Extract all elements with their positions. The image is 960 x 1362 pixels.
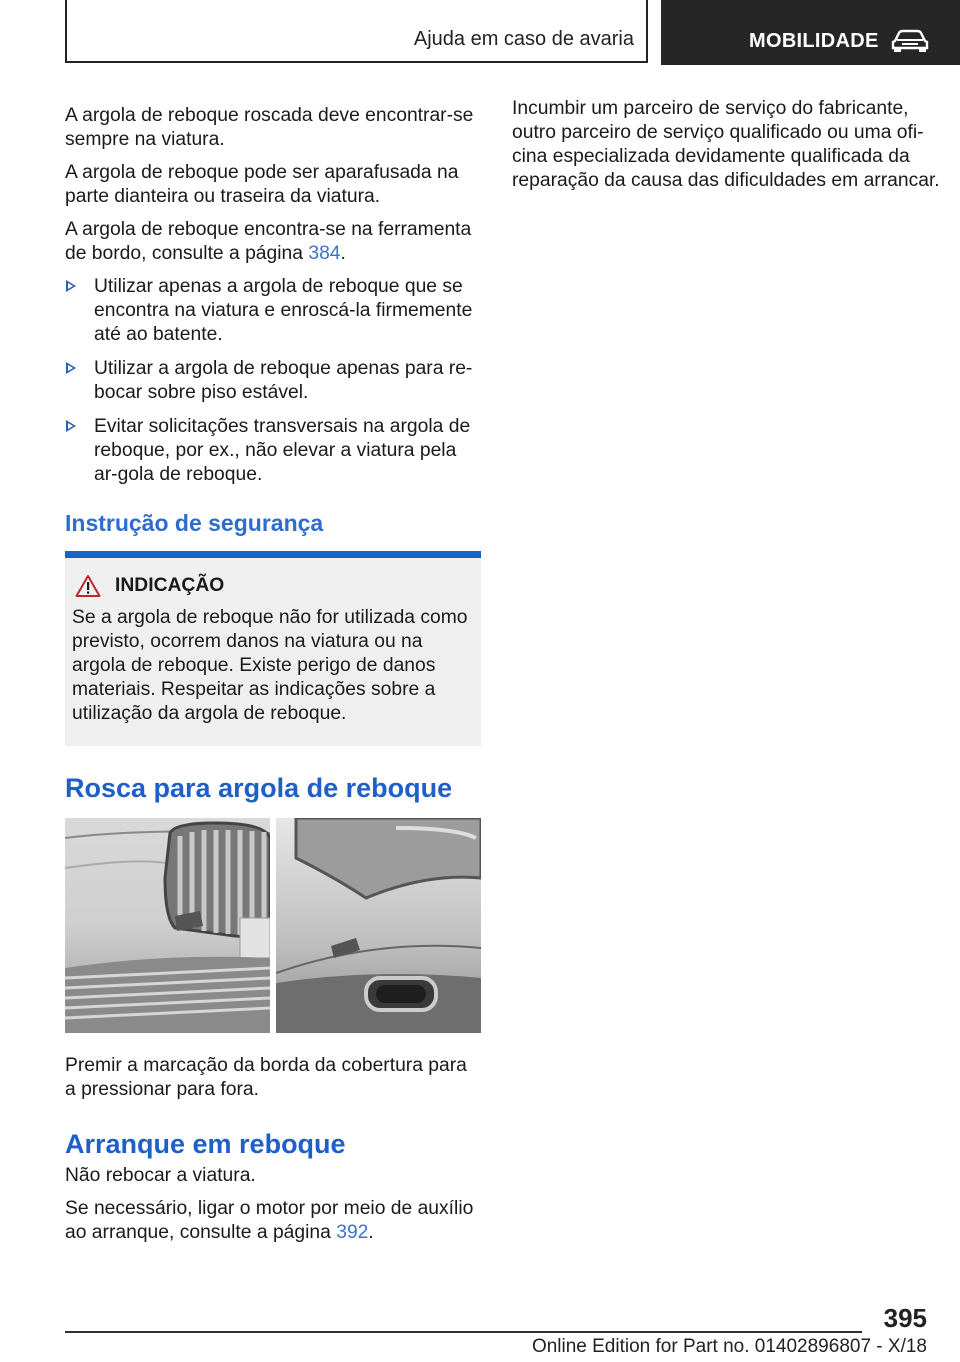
step-text: Utilizar a argola de reboque apenas para re-bocar sobre piso estável. xyxy=(94,358,473,403)
list-item xyxy=(65,415,481,487)
arrow-bullet-icon xyxy=(66,362,76,374)
tow-start-text: Não rebocar a viatura. xyxy=(65,1165,256,1186)
location-end: . xyxy=(340,243,346,264)
notice-box xyxy=(65,551,481,746)
intro-paragraph-1: A argola de reboque roscada deve encontrar-se sempre na viatura. xyxy=(65,105,474,150)
right-column xyxy=(512,97,942,202)
notice-text: Se a argola de reboque não for utilizada como previsto, ocorrem danos na viatura ou na argola de reboque. Existe perigo de danos materiais. Respeitar as indicações sobre a utilização da argola de reboque. xyxy=(72,607,468,724)
list-item xyxy=(65,275,481,347)
header-section-box xyxy=(65,0,648,63)
jump-start-end: . xyxy=(368,1222,374,1243)
header-chapter-title: MOBILIDADE xyxy=(749,30,879,52)
arrow-bullet-icon xyxy=(66,420,76,432)
tow-eye-figure xyxy=(65,818,481,1033)
jump-start-text: Se necessário, ligar o motor por meio de auxílio ao arranque, consulte a página xyxy=(65,1198,474,1243)
footer-divider xyxy=(65,1331,862,1333)
page-link-384[interactable]: 384 xyxy=(308,243,341,264)
list-item xyxy=(65,357,481,405)
arrow-bullet-icon xyxy=(66,280,76,292)
thread-heading: Rosca para argola de reboque xyxy=(65,773,453,803)
step-text: Utilizar apenas a argola de reboque que se encontra na viatura e enroscá-la firmemente até ao batente. xyxy=(94,276,473,345)
page-link-392[interactable]: 392 xyxy=(336,1222,369,1243)
tow-start-heading: Arranque em reboque xyxy=(65,1129,346,1159)
figure-caption: Premir a marcação da borda da cobertura para a pressionar para fora. xyxy=(65,1055,467,1100)
intro-paragraph-2: A argola de reboque pode ser aparafusada na parte dianteira ou traseira da viatura. xyxy=(65,162,459,207)
header-section-title: Ajuda em caso de avaria xyxy=(413,28,634,50)
front-bumper-image xyxy=(65,818,270,1033)
car-icon xyxy=(890,28,930,54)
edition-note: Online Edition for Part no. 01402896807 - X/18 xyxy=(531,1336,927,1357)
header-chapter-box xyxy=(661,0,960,65)
location-paragraph xyxy=(65,218,481,266)
jump-start-paragraph xyxy=(65,1197,481,1245)
safety-heading: Instrução de segurança xyxy=(65,510,324,536)
left-column xyxy=(65,104,481,1254)
right-paragraph: Incumbir um parceiro de serviço do fabricante, outro parceiro de serviço qualificado ou uma ofi-cina especializada devidamente qualificada da reparação da causa das dificuldades em arrancar. xyxy=(512,98,940,191)
page-number: 395 xyxy=(883,1303,927,1333)
steps-list xyxy=(65,275,481,487)
warning-triangle-icon xyxy=(75,574,101,598)
notice-header xyxy=(72,574,473,598)
notice-title: INDICAÇÃO xyxy=(115,575,225,596)
step-text: Evitar solicitações transversais na argola de reboque, por ex., não elevar a viatura pela ar-gola de reboque. xyxy=(94,416,471,485)
rear-bumper-image xyxy=(276,818,481,1033)
location-text: A argola de reboque encontra-se na ferramenta de bordo, consulte a página xyxy=(65,219,472,264)
